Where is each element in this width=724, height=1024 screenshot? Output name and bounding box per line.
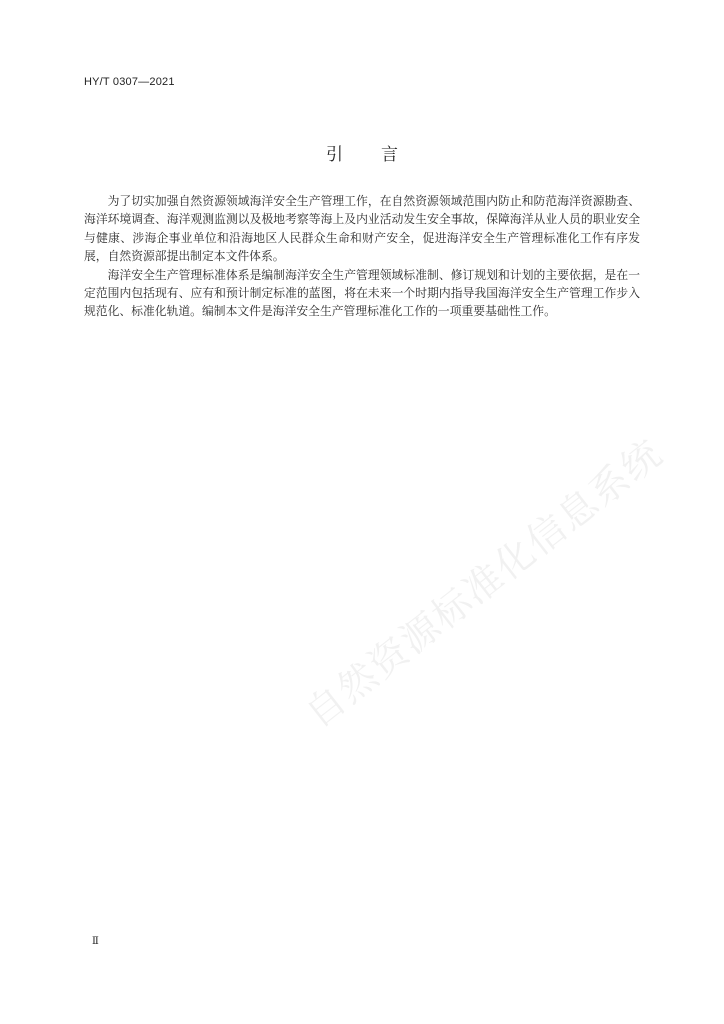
section-title: 引言 — [326, 145, 436, 165]
paragraph-1: 为了切实加强自然资源领域海洋安全生产管理工作，在自然资源领域范围内防止和防范海洋资源勘查、海洋环境调查、海洋观测监测以及极地考察等海上及内业活动发生安全事故，保障海洋从业人员的职业安全与健康、涉海企事业单位和沿海地区人民群众生命和财产安全，促进海洋安全生产管理标准化工作有序发展，自然资源部提出制定本文件体系。 — [84, 194, 640, 264]
paragraph-2: 海洋安全生产管理标准体系是编制海洋安全生产管理领域标准制、修订规划和计划的主要依据，是在一定范围内包括现有、应有和预计制定标准的蓝图，将在未来一个时期内指导我国海洋安全生产管理工作步入规范化、标准化轨道。编制本文件是海洋安全生产管理标准化工作的一项重要基础性工作。 — [84, 267, 640, 319]
standard-code: HY/T 0307—2021 — [84, 76, 175, 88]
watermark: 自然资源标准化信息系统 — [297, 430, 672, 737]
page-number: Ⅱ — [92, 936, 99, 947]
introduction-body — [84, 192, 640, 321]
